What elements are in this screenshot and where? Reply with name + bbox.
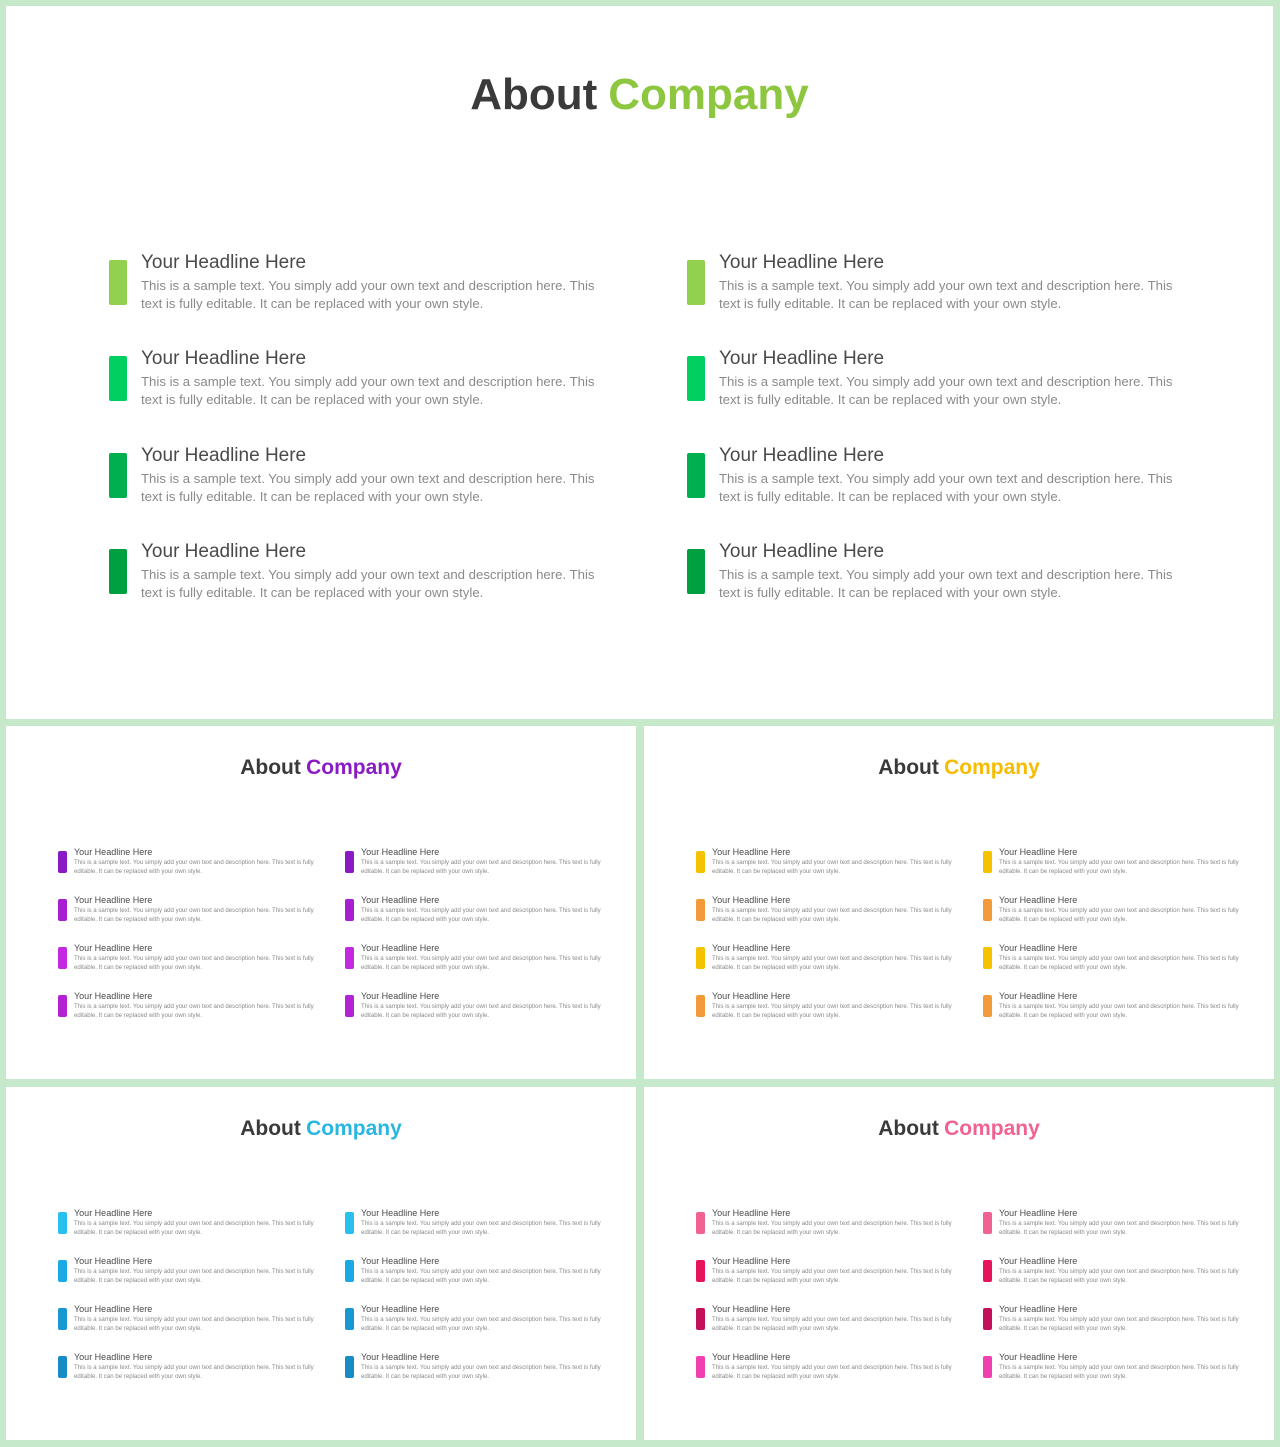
item-headline: Your Headline Here: [712, 1304, 791, 1314]
slide-main: [6, 6, 1273, 719]
item-description: This is a sample text. You simply add your own text and description here. This text is fully editable. It can be replaced with your own style.: [999, 955, 1239, 971]
item-headline: Your Headline Here: [719, 252, 885, 273]
title-accent-text: Company: [608, 70, 809, 119]
title-dark-text: About: [240, 1117, 301, 1140]
color-bar: [983, 1260, 992, 1282]
item-headline: Your Headline Here: [719, 541, 885, 562]
item-description: This is a sample text. You simply add your own text and description here. This text is fully editable. It can be replaced with your own style.: [361, 1268, 601, 1284]
color-bar: [687, 356, 705, 401]
item-headline: Your Headline Here: [999, 1256, 1078, 1266]
slide-purple: [6, 726, 636, 1079]
item-description: This is a sample text. You simply add your own text and description here. This text is fully editable. It can be replaced with your own style.: [999, 1364, 1239, 1380]
color-bar: [109, 356, 127, 401]
item-description: This is a sample text. You simply add your own text and description here. This text is fully editable. It can be replaced with your own style.: [712, 1003, 952, 1019]
item-headline: Your Headline Here: [999, 847, 1078, 857]
item-description: This is a sample text. You simply add your own text and description here. This text is fully editable. It can be replaced with your own style.: [74, 1316, 314, 1332]
color-bar: [345, 995, 354, 1017]
title-accent-text: Company: [306, 756, 402, 779]
color-bar: [109, 260, 127, 305]
color-bar: [345, 1212, 354, 1234]
item-description: This is a sample text. You simply add your own text and description here. This text is fully editable. It can be replaced with your own style.: [74, 1268, 314, 1284]
item-description: This is a sample text. You simply add your own text and description here. This text is fully editable. It can be replaced with your own style.: [712, 1268, 952, 1284]
color-bar: [696, 947, 705, 969]
title-dark-text: About: [878, 756, 939, 779]
item-description: This is a sample text. You simply add your own text and description here. This text is fully editable. It can be replaced with your own style.: [999, 1220, 1239, 1236]
color-bar: [345, 899, 354, 921]
item-headline: Your Headline Here: [361, 991, 440, 1001]
item-headline: Your Headline Here: [74, 1304, 153, 1314]
color-bar: [696, 1356, 705, 1378]
item-headline: Your Headline Here: [712, 1208, 791, 1218]
color-bar: [58, 1356, 67, 1378]
item-headline: Your Headline Here: [712, 1352, 791, 1362]
item-description: This is a sample text. You simply add your own text and description here. This text is fully editable. It can be replaced with your own style.: [712, 955, 952, 971]
item-description: This is a sample text. You simply add your own text and description here. This text is fully editable. It can be replaced with your own style.: [361, 859, 601, 875]
item-headline: Your Headline Here: [141, 541, 307, 562]
title-dark-text: About: [878, 1117, 939, 1140]
color-bar: [687, 260, 705, 305]
color-bar: [983, 947, 992, 969]
item-headline: Your Headline Here: [74, 1208, 153, 1218]
item-description: This is a sample text. You simply add your own text and description here. This text is fully editable. It can be replaced with your own style.: [712, 1220, 952, 1236]
item-description: This is a sample text. You simply add your own text and description here. This text is fully editable. It can be replaced with your own style.: [141, 278, 595, 311]
item-headline: Your Headline Here: [361, 1208, 440, 1218]
color-bar: [345, 947, 354, 969]
item-description: This is a sample text. You simply add your own text and description here. This text is fully editable. It can be replaced with your own style.: [141, 471, 595, 504]
item-description: This is a sample text. You simply add your own text and description here. This text is fully editable. It can be replaced with your own style.: [719, 374, 1173, 407]
color-bar: [58, 851, 67, 873]
item-headline: Your Headline Here: [361, 1256, 440, 1266]
item-headline: Your Headline Here: [361, 847, 440, 857]
color-bar: [58, 1260, 67, 1282]
color-bar: [58, 899, 67, 921]
color-bar: [696, 1212, 705, 1234]
title-dark-text: About: [240, 756, 301, 779]
color-bar: [696, 995, 705, 1017]
color-bar: [58, 1308, 67, 1330]
item-headline: Your Headline Here: [361, 943, 440, 953]
item-description: This is a sample text. You simply add your own text and description here. This text is fully editable. It can be replaced with your own style.: [74, 907, 314, 923]
color-bar: [687, 549, 705, 594]
color-bar: [58, 947, 67, 969]
item-description: This is a sample text. You simply add your own text and description here. This text is fully editable. It can be replaced with your own style.: [74, 1364, 314, 1380]
slide-yellow: [644, 726, 1274, 1079]
item-description: This is a sample text. You simply add your own text and description here. This text is fully editable. It can be replaced with your own style.: [712, 1316, 952, 1332]
item-headline: Your Headline Here: [719, 445, 885, 466]
item-headline: Your Headline Here: [999, 895, 1078, 905]
title-accent-text: Company: [944, 1117, 1040, 1140]
color-bar: [109, 453, 127, 498]
item-headline: Your Headline Here: [141, 445, 307, 466]
slide-title: [6, 70, 1273, 120]
color-bar: [345, 1356, 354, 1378]
item-description: This is a sample text. You simply add your own text and description here. This text is fully editable. It can be replaced with your own style.: [141, 567, 595, 600]
item-headline: Your Headline Here: [999, 991, 1078, 1001]
item-headline: Your Headline Here: [999, 1304, 1078, 1314]
item-headline: Your Headline Here: [74, 847, 153, 857]
item-description: This is a sample text. You simply add your own text and description here. This text is fully editable. It can be replaced with your own style.: [361, 1003, 601, 1019]
color-bar: [983, 1308, 992, 1330]
item-description: This is a sample text. You simply add your own text and description here. This text is fully editable. It can be replaced with your own style.: [999, 1268, 1239, 1284]
color-bar: [345, 1308, 354, 1330]
item-description: This is a sample text. You simply add your own text and description here. This text is fully editable. It can be replaced with your own style.: [361, 1364, 601, 1380]
item-headline: Your Headline Here: [361, 1304, 440, 1314]
color-bar: [58, 1212, 67, 1234]
color-bar: [345, 1260, 354, 1282]
color-bar: [58, 995, 67, 1017]
slide-title: [6, 1117, 636, 1141]
item-headline: Your Headline Here: [141, 348, 307, 369]
color-bar: [983, 995, 992, 1017]
color-bar: [983, 851, 992, 873]
item-headline: Your Headline Here: [999, 1208, 1078, 1218]
color-bar: [109, 549, 127, 594]
item-description: This is a sample text. You simply add your own text and description here. This text is fully editable. It can be replaced with your own style.: [74, 1003, 314, 1019]
item-headline: Your Headline Here: [712, 943, 791, 953]
item-headline: Your Headline Here: [74, 1352, 153, 1362]
color-bar: [696, 899, 705, 921]
item-headline: Your Headline Here: [712, 895, 791, 905]
item-description: This is a sample text. You simply add your own text and description here. This text is fully editable. It can be replaced with your own style.: [74, 955, 314, 971]
title-accent-text: Company: [306, 1117, 402, 1140]
item-headline: Your Headline Here: [141, 252, 307, 273]
item-description: This is a sample text. You simply add your own text and description here. This text is fully editable. It can be replaced with your own style.: [361, 907, 601, 923]
item-description: This is a sample text. You simply add your own text and description here. This text is fully editable. It can be replaced with your own style.: [361, 955, 601, 971]
color-bar: [983, 1356, 992, 1378]
item-description: This is a sample text. You simply add your own text and description here. This text is fully editable. It can be replaced with your own style.: [712, 1364, 952, 1380]
item-headline: Your Headline Here: [74, 1256, 153, 1266]
item-description: This is a sample text. You simply add your own text and description here. This text is fully editable. It can be replaced with your own style.: [361, 1220, 601, 1236]
item-headline: Your Headline Here: [361, 895, 440, 905]
color-bar: [687, 453, 705, 498]
slide-blue: [6, 1087, 636, 1440]
item-description: This is a sample text. You simply add your own text and description here. This text is fully editable. It can be replaced with your own style.: [712, 859, 952, 875]
item-headline: Your Headline Here: [999, 943, 1078, 953]
item-description: This is a sample text. You simply add your own text and description here. This text is fully editable. It can be replaced with your own style.: [361, 1316, 601, 1332]
item-description: This is a sample text. You simply add your own text and description here. This text is fully editable. It can be replaced with your own style.: [999, 1003, 1239, 1019]
item-headline: Your Headline Here: [74, 895, 153, 905]
item-description: This is a sample text. You simply add your own text and description here. This text is fully editable. It can be replaced with your own style.: [712, 907, 952, 923]
item-description: This is a sample text. You simply add your own text and description here. This text is fully editable. It can be replaced with your own style.: [74, 1220, 314, 1236]
item-headline: Your Headline Here: [74, 943, 153, 953]
color-bar: [983, 899, 992, 921]
color-bar: [696, 851, 705, 873]
item-description: This is a sample text. You simply add your own text and description here. This text is fully editable. It can be replaced with your own style.: [719, 471, 1173, 504]
slide-title: [6, 756, 636, 780]
item-description: This is a sample text. You simply add your own text and description here. This text is fully editable. It can be replaced with your own style.: [999, 1316, 1239, 1332]
color-bar: [345, 851, 354, 873]
item-headline: Your Headline Here: [361, 1352, 440, 1362]
item-description: This is a sample text. You simply add your own text and description here. This text is fully editable. It can be replaced with your own style.: [999, 859, 1239, 875]
item-headline: Your Headline Here: [712, 847, 791, 857]
color-bar: [696, 1260, 705, 1282]
item-description: This is a sample text. You simply add your own text and description here. This text is fully editable. It can be replaced with your own style.: [999, 907, 1239, 923]
item-headline: Your Headline Here: [719, 348, 885, 369]
item-description: This is a sample text. You simply add your own text and description here. This text is fully editable. It can be replaced with your own style.: [141, 374, 595, 407]
slide-pink: [644, 1087, 1274, 1440]
slide-title: [644, 1117, 1274, 1141]
item-description: This is a sample text. You simply add your own text and description here. This text is fully editable. It can be replaced with your own style.: [719, 278, 1173, 311]
title-accent-text: Company: [944, 756, 1040, 779]
item-description: This is a sample text. You simply add your own text and description here. This text is fully editable. It can be replaced with your own style.: [719, 567, 1173, 600]
item-description: This is a sample text. You simply add your own text and description here. This text is fully editable. It can be replaced with your own style.: [74, 859, 314, 875]
title-dark-text: About: [470, 70, 598, 119]
slide-title: [644, 756, 1274, 780]
item-headline: Your Headline Here: [712, 991, 791, 1001]
item-headline: Your Headline Here: [999, 1352, 1078, 1362]
item-headline: Your Headline Here: [712, 1256, 791, 1266]
color-bar: [696, 1308, 705, 1330]
item-headline: Your Headline Here: [74, 991, 153, 1001]
color-bar: [983, 1212, 992, 1234]
